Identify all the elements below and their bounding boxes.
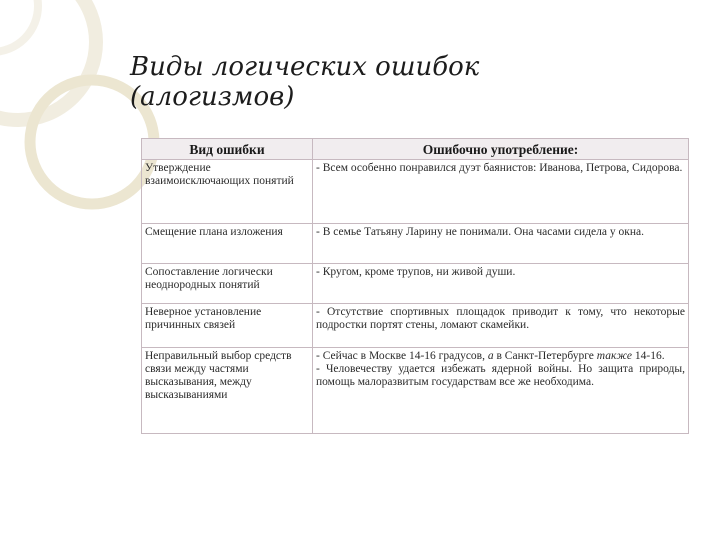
logical-errors-table: [141, 138, 689, 434]
example-text-part: в Санкт-Петербурге: [493, 350, 597, 362]
example-text: - Отсутствие спортивных площадок приводит к тому, что некоторые подростки портят стены, ломают скамейки.: [316, 306, 685, 331]
title-line-1: Виды логических ошибок: [130, 52, 480, 82]
error-type-cell: Смещение плана изложения: [142, 224, 313, 264]
error-type-cell: Неверное установление причинных связей: [142, 304, 313, 348]
table-row: [142, 224, 689, 264]
example-text: - Всем особенно понравился дуэт баянистов: Иванова, Петрова, Сидорова.: [316, 162, 683, 174]
example-cell: [313, 160, 689, 224]
error-type-cell: Утверждение взаимоисключающих понятий: [142, 160, 313, 224]
table-row: [142, 304, 689, 348]
example-italic-word: а: [487, 350, 494, 362]
table-row: [142, 348, 689, 434]
example-text: - В семье Татьяну Ларину не понимали. Она часами сидела у окна.: [316, 226, 644, 238]
example-cell: [313, 304, 689, 348]
title-line-2: (алогизмов): [130, 82, 295, 112]
slide-title: [130, 52, 690, 112]
example-text-part: 14-16.: [632, 350, 665, 362]
table-row: [142, 160, 689, 224]
table-header-row: [142, 139, 689, 160]
example-cell: [313, 348, 689, 434]
example-cell: [313, 224, 689, 264]
error-type-cell: Сопоставление логически неоднородных понятий: [142, 264, 313, 304]
example-text-part: - Сейчас в Москве 14-16 градусов,: [316, 350, 488, 362]
header-wrong-usage: Ошибочно употребление:: [313, 139, 689, 160]
example-cell: [313, 264, 689, 304]
example-text: - Кругом, кроме трупов, ни живой души.: [316, 266, 516, 278]
example-italic-word: также: [596, 350, 633, 362]
table-row: [142, 264, 689, 304]
header-error-type: Вид ошибки: [142, 139, 313, 160]
example-text-1: [316, 350, 685, 363]
example-text-2: - Человечеству удается избежать ядерной войны. Но защита природы, помощь малоразвитым государствам все же необходима.: [316, 363, 685, 388]
error-type-cell: Неправильный выбор средств связи между частями высказывания, между высказываниями: [142, 348, 313, 434]
